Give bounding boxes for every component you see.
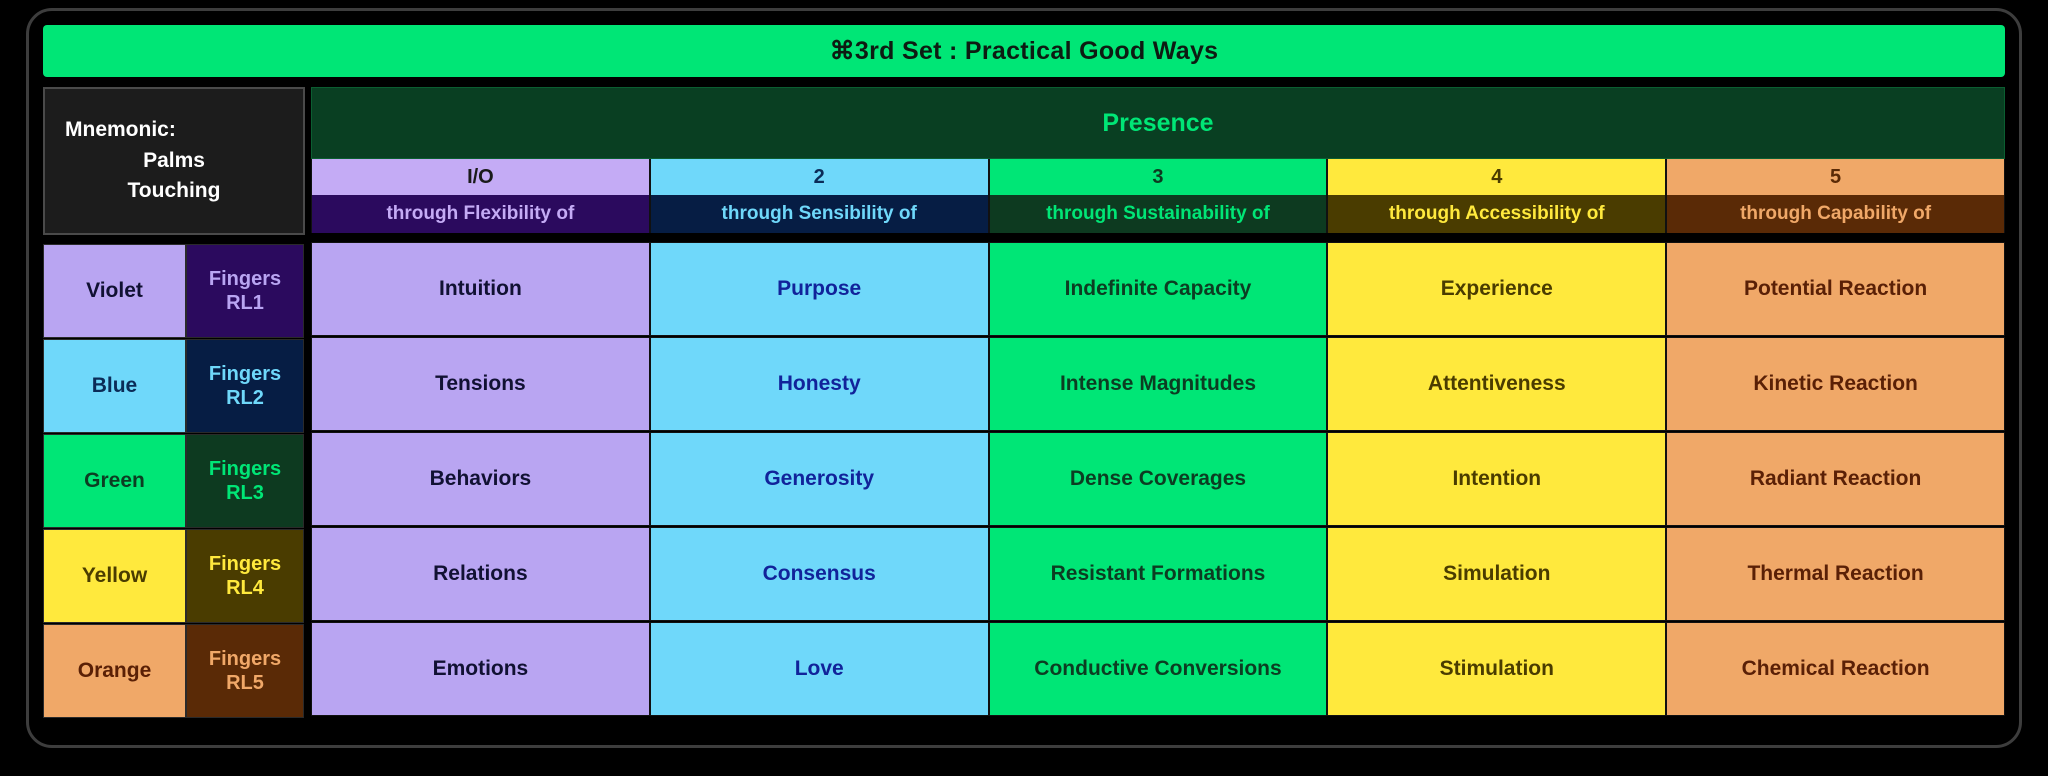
column-number-4: 4 <box>1327 159 1666 195</box>
matrix-cell-r3-c3: Dense Coverages <box>989 432 1328 526</box>
finger-line-1: Fingers <box>208 648 282 670</box>
mnemonic-line-3: Touching <box>127 179 221 203</box>
color-row <box>43 624 305 718</box>
table-row <box>311 527 2005 621</box>
color-label-yellow: Yellow <box>43 529 186 623</box>
diagram-frame <box>26 8 2022 748</box>
matrix-cell-r2-c4: Attentiveness <box>1327 337 1666 431</box>
column-subtitle-3: through Sustainability of <box>989 195 1328 233</box>
matrix-cell-r3-c5: Radiant Reaction <box>1666 432 2005 526</box>
mnemonic-box <box>43 87 305 235</box>
column-subtitle-2: through Sensibility of <box>650 195 989 233</box>
table-row <box>311 242 2005 336</box>
column-number-row <box>311 159 2005 195</box>
color-row <box>43 244 305 338</box>
finger-label-rl4 <box>186 529 304 623</box>
column-number-5: 5 <box>1666 159 2005 195</box>
color-row-headers <box>43 244 305 718</box>
matrix-cell-r4-c2: Consensus <box>650 527 989 621</box>
matrix-cell-r1-c1: Intuition <box>311 242 650 336</box>
column-subtitle-4: through Accessibility of <box>1327 195 1666 233</box>
table-row <box>311 337 2005 431</box>
finger-line-2: RL3 <box>226 482 264 504</box>
presence-header: Presence <box>311 87 2005 159</box>
matrix-cell-r3-c2: Generosity <box>650 432 989 526</box>
finger-line-2: RL5 <box>226 672 264 694</box>
matrix-cell-r2-c2: Honesty <box>650 337 989 431</box>
finger-line-1: Fingers <box>208 363 282 385</box>
matrix-cell-r1-c5: Potential Reaction <box>1666 242 2005 336</box>
matrix-cell-r4-c1: Relations <box>311 527 650 621</box>
matrix-cell-r3-c4: Intention <box>1327 432 1666 526</box>
matrix-cell-r4-c5: Thermal Reaction <box>1666 527 2005 621</box>
matrix-cell-r5-c3: Conductive Conversions <box>989 622 1328 716</box>
finger-label-rl2 <box>186 339 304 433</box>
finger-line-1: Fingers <box>208 458 282 480</box>
finger-label-rl3 <box>186 434 304 528</box>
finger-line-1: Fingers <box>208 553 282 575</box>
left-column <box>43 87 305 718</box>
matrix-cell-r3-c1: Behaviors <box>311 432 650 526</box>
finger-line-1: Fingers <box>208 268 282 290</box>
main-column <box>311 87 2005 718</box>
matrix-cell-r1-c4: Experience <box>1327 242 1666 336</box>
matrix-grid <box>43 87 2005 718</box>
finger-line-2: RL1 <box>226 292 264 314</box>
matrix-cell-r4-c3: Resistant Formations <box>989 527 1328 621</box>
color-row <box>43 339 305 433</box>
finger-label-rl1 <box>186 244 304 338</box>
column-subtitle-1: through Flexibility of <box>311 195 650 233</box>
matrix-cell-r1-c3: Indefinite Capacity <box>989 242 1328 336</box>
column-number-2: 2 <box>650 159 989 195</box>
finger-label-rl5 <box>186 624 304 718</box>
color-label-violet: Violet <box>43 244 186 338</box>
table-row <box>311 622 2005 716</box>
matrix-cell-r5-c5: Chemical Reaction <box>1666 622 2005 716</box>
matrix-cell-r5-c4: Stimulation <box>1327 622 1666 716</box>
column-subtitle-5: through Capability of <box>1666 195 2005 233</box>
page-title: ⌘3rd Set : Practical Good Ways <box>43 25 2005 77</box>
finger-line-2: RL4 <box>226 577 264 599</box>
column-number-1: I/O <box>311 159 650 195</box>
mnemonic-line-2: Palms <box>143 148 205 172</box>
color-label-blue: Blue <box>43 339 186 433</box>
mnemonic-label: Mnemonic: <box>65 118 176 142</box>
color-row <box>43 434 305 528</box>
table-row <box>311 432 2005 526</box>
matrix-cell-r4-c4: Simulation <box>1327 527 1666 621</box>
matrix-cell-r2-c1: Tensions <box>311 337 650 431</box>
column-subtitle-row <box>311 195 2005 233</box>
finger-line-2: RL2 <box>226 387 264 409</box>
color-label-orange: Orange <box>43 624 186 718</box>
matrix-body <box>311 242 2005 716</box>
color-label-green: Green <box>43 434 186 528</box>
matrix-cell-r2-c5: Kinetic Reaction <box>1666 337 2005 431</box>
column-number-3: 3 <box>989 159 1328 195</box>
matrix-cell-r1-c2: Purpose <box>650 242 989 336</box>
matrix-cell-r5-c2: Love <box>650 622 989 716</box>
color-row <box>43 529 305 623</box>
matrix-cell-r2-c3: Intense Magnitudes <box>989 337 1328 431</box>
matrix-cell-r5-c1: Emotions <box>311 622 650 716</box>
